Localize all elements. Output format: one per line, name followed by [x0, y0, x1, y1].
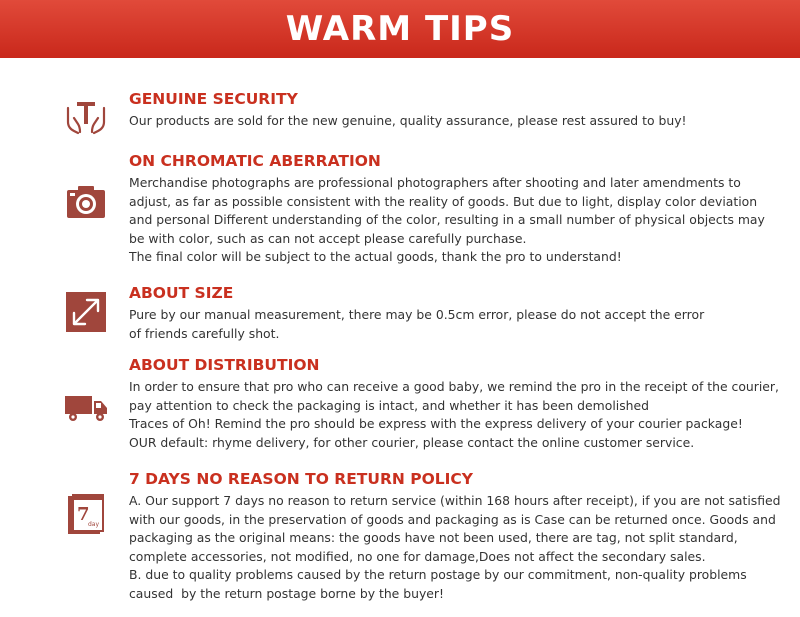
body-line: Pure by our manual measurement, there may be 0.5cm error, please do not accept the error — [129, 307, 705, 322]
body-line: be with color, such as can not accept please carefully purchase. — [129, 230, 527, 246]
section-about-distribution — [0, 354, 800, 454]
body-line: with our goods, in the preservation of goods and packaging as is Case can be returned once. Goods and — [129, 511, 776, 527]
section-title: 7 DAYS NO REASON TO RETURN POLICY — [129, 470, 474, 488]
section-body — [129, 112, 779, 131]
body-line: B. due to quality problems caused by the return postage by our commitment, non-quality problems — [129, 567, 747, 583]
section-body — [129, 378, 779, 452]
body-line: of friends carefully shot. — [129, 325, 280, 341]
section-about-size — [0, 282, 800, 342]
section-title: ON CHROMATIC ABERRATION — [129, 152, 381, 170]
calendar-7-day-icon — [64, 492, 108, 536]
camera-icon — [64, 180, 108, 224]
truck-icon — [64, 384, 108, 428]
body-line: pay attention to check the packaging is intact, and whether it has been demolished — [129, 397, 650, 413]
body-line: In order to ensure that pro who can receive a good baby, we remind the pro in the receipt of the courier, — [129, 379, 779, 394]
section-body — [129, 174, 779, 267]
hands-t-icon — [64, 96, 108, 140]
body-line: and personal Different understanding of the color, resulting in a small number of physical objects may — [129, 212, 765, 228]
body-line: A. Our support 7 days no reason to return service (within 168 hours after receipt), if you are not satisfied — [129, 493, 781, 508]
resize-arrow-icon — [64, 290, 108, 334]
body-line: packaging as the original means: the goods have not been used, there are tag, not split standard, — [129, 530, 738, 546]
body-line: caused by the return postage borne by the buyer! — [129, 585, 444, 601]
warm-tips-banner — [0, 0, 800, 58]
body-line: The final color will be subject to the actual goods, thank the pro to understand! — [129, 249, 622, 265]
section-body — [129, 306, 779, 343]
body-line: Merchandise photographs are professional photographers after shooting and later amendments to — [129, 175, 741, 190]
section-chromatic-aberration — [0, 150, 800, 270]
section-title: GENUINE SECURITY — [129, 90, 298, 108]
icon-number: 7 — [77, 504, 90, 525]
banner-title: WARM TIPS — [285, 9, 515, 49]
section-return-policy — [0, 468, 800, 608]
body-line: Traces of Oh! Remind the pro should be express with the express delivery of your courier package! — [129, 416, 743, 432]
body-line: Our products are sold for the new genuine, quality assurance, please rest assured to buy! — [129, 113, 687, 128]
section-genuine-security — [0, 88, 800, 138]
section-title: ABOUT SIZE — [129, 284, 234, 302]
body-line: adjust, as far as possible consistent with the reality of goods. But due to light, display color deviation — [129, 193, 758, 209]
section-body — [129, 492, 779, 604]
body-line: OUR default: rhyme delivery, for other courier, please contact the online customer service. — [129, 434, 695, 450]
icon-unit: day — [88, 521, 100, 528]
section-title: ABOUT DISTRIBUTION — [129, 356, 320, 374]
body-line: complete accessories, not modified, no one for damage,Does not affect the secondary sales. — [129, 548, 706, 564]
